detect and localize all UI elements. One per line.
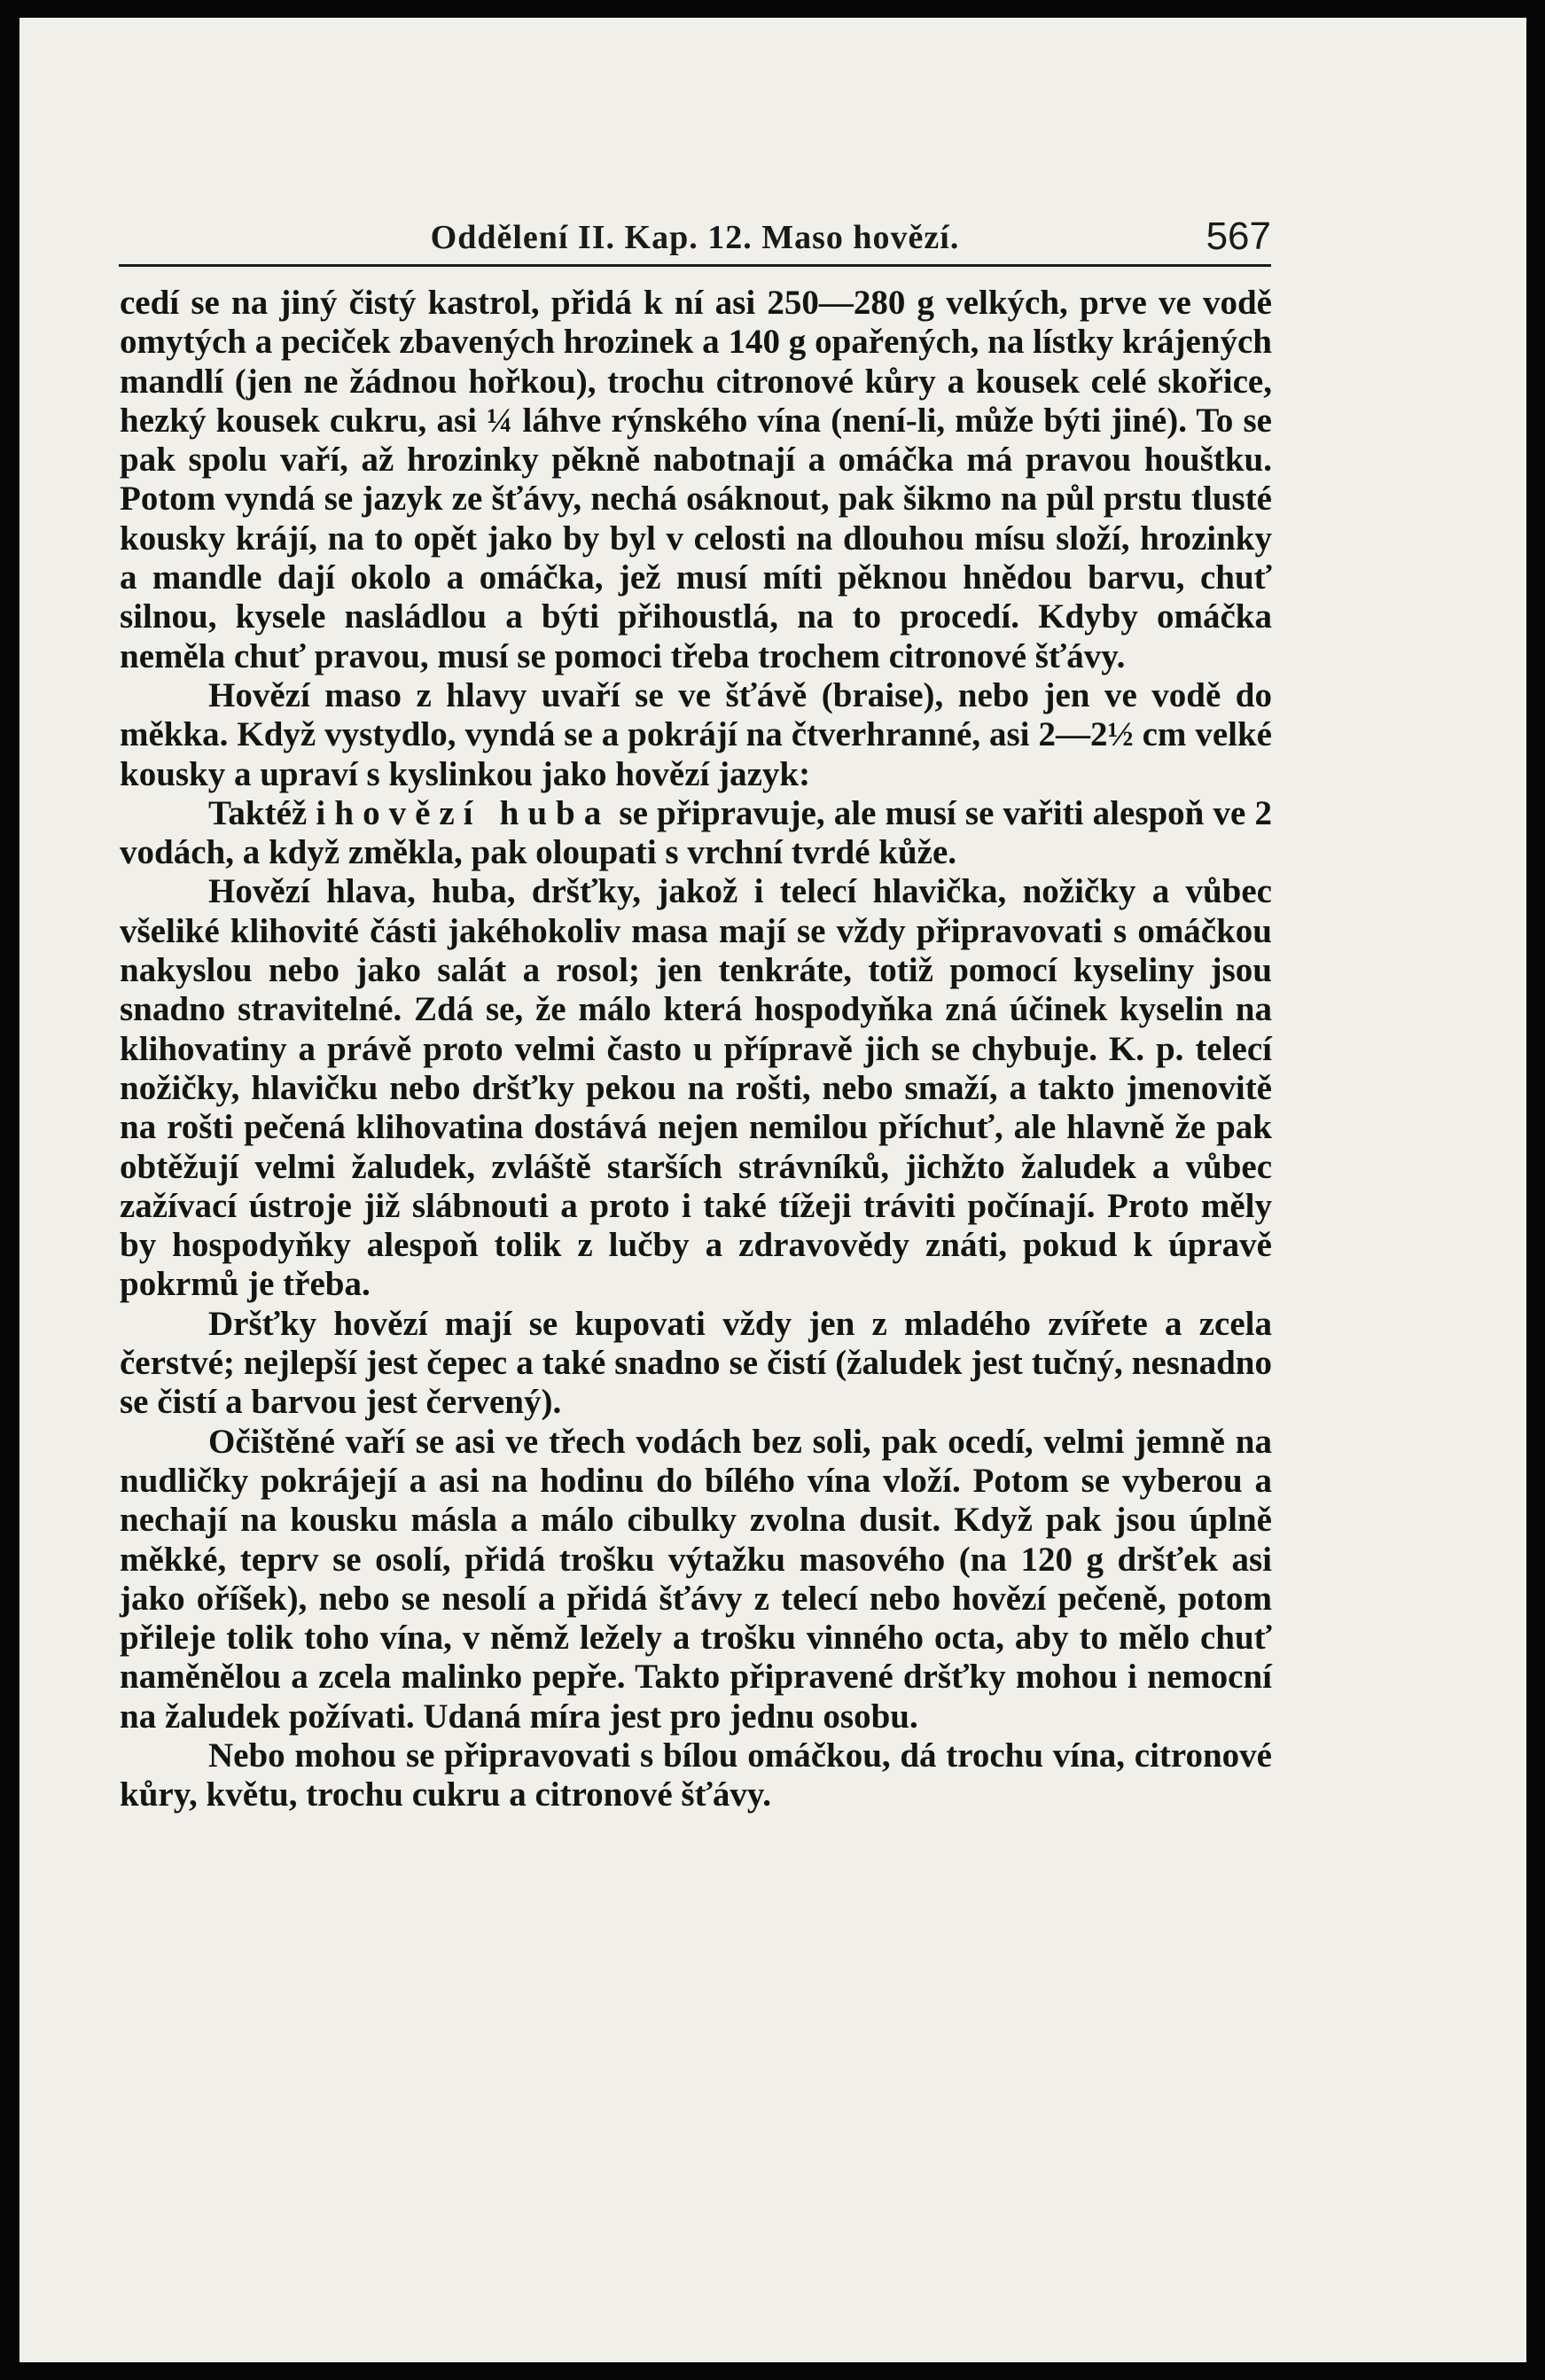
paragraph: Dršťky hovězí mají se kupovati vždy jen z mladého zvířete a zcela čerstvé; nejlepší jest čepec a také snadno se čistí (žaludek jest tučný, nesnadno se čistí a barvou jest červený). <box>120 1304 1272 1422</box>
paragraph-rest: se připravuje, ale musí se vařiti alespoň ve 2 vodách, a když změkla, pak oloupati s vrchní tvrdé kůže. <box>120 793 1272 872</box>
paragraph: Očištěné vaří se asi ve třech vodách bez soli, pak ocedí, velmi jemně na nudličky pokrájejí a asi na hodinu do bílého vína vloží. Potom se vyberou a nechají na kousku másla a málo cibulky zvolna dusit. Když pak jsou úplně měkké, teprv se osolí, přidá trošku výtažku masového (na 120 g dršťek asi jako oříšek), nebo se nesolí a přidá šťávy z telecí nebo hovězí pečeně, potom přileje tolik toho vína, v němž ležely a trošku vinného octa, aby to mělo chuť naměnělou a zcela malinko pepře. Takto připravené dršťky mohou i nemocní na žaludek požívati. Udaná míra jest pro jednu osobu. <box>120 1422 1272 1736</box>
paragraph: Hovězí maso z hlavy uvaří se ve šťávě (braise), nebo jen ve vodě do měkka. Když vystydlo, vyndá se a pokrájí na čtverhranné, asi 2—2½ cm velké kousky a upraví s kyslinkou jako hovězí jazyk: <box>120 675 1272 793</box>
paragraph: Nebo mohou se připravovati s bílou omáčkou, dá trochu vína, citronové kůry, květu, trochu cukru a citronové šťávy. <box>120 1736 1272 1814</box>
spaced-term: hovězí huba <box>334 793 611 832</box>
paragraph <box>120 794 1272 873</box>
book-page <box>20 18 1526 2362</box>
paragraph: Hovězí hlava, huba, dršťky, jakož i telecí hlavička, nožičky a vůbec všeliké klihovité části jakéhokoliv masa mají se vždy připravovati s omáčkou nakyslou nebo jako salát a rosol; jen tenkráte, totiž pomocí kyseliny jsou snadno stravitelné. Zdá se, že málo která hospodyňka zná účinek kyselin na klihovatiny a právě proto velmi často u přípravě jich se chybuje. K. p. telecí nožičky, hlavičku nebo dršťky pekou na rošti, nebo smaží, a takto jmenovitě na rošti pečená klihovatina dostává nejen nemilou příchuť, ale hlavně že pak obtěžují velmi žaludek, zvláště starších strávníků, jichžto žaludek a vůbec zažívací ústroje již slábnouti a proto i také tížeji tráviti počínají. Proto měly by hospodyňky alespoň tolik z lučby a zdravovědy znáti, pokud k úpravě pokrmů je třeba. <box>120 872 1272 1304</box>
running-title: Oddělení II. Kap. 12. Maso hovězí. <box>430 219 960 256</box>
body-text <box>120 284 1272 1815</box>
running-header <box>119 211 1271 267</box>
page-number: 567 <box>1206 215 1271 258</box>
paragraph-lead: Taktéž i <box>208 793 335 832</box>
paragraph: cedí se na jiný čistý kastrol, přidá k ní asi 250—280 g velkých, prve ve vodě omytých a peciček zbavených hrozinek a 140 g opařených, na lístky krájených mandlí (jen ne žádnou hořkou), trochu citronové kůry a kousek celé skořice, hezký kousek cukru, asi ¼ láhve rýnského vína (není-li, může býti jiné). To se pak spolu vaří, až hrozinky pěkně nabotnají a omáčka má pravou houštku. Potom vyndá se jazyk ze šťávy, nechá osáknout, pak šikmo na půl prstu tlusté kousky krájí, na to opět jako by byl v celosti na dlouhou mísu složí, hrozinky a mandle dají okolo a omáčka, jež musí míti pěknou hnědou barvu, chuť silnou, kysele nasládlou a býti přihoustlá, na to procedí. Kdyby omáčka neměla chuť pravou, musí se pomoci třeba trochem citronové šťávy. <box>120 284 1272 675</box>
